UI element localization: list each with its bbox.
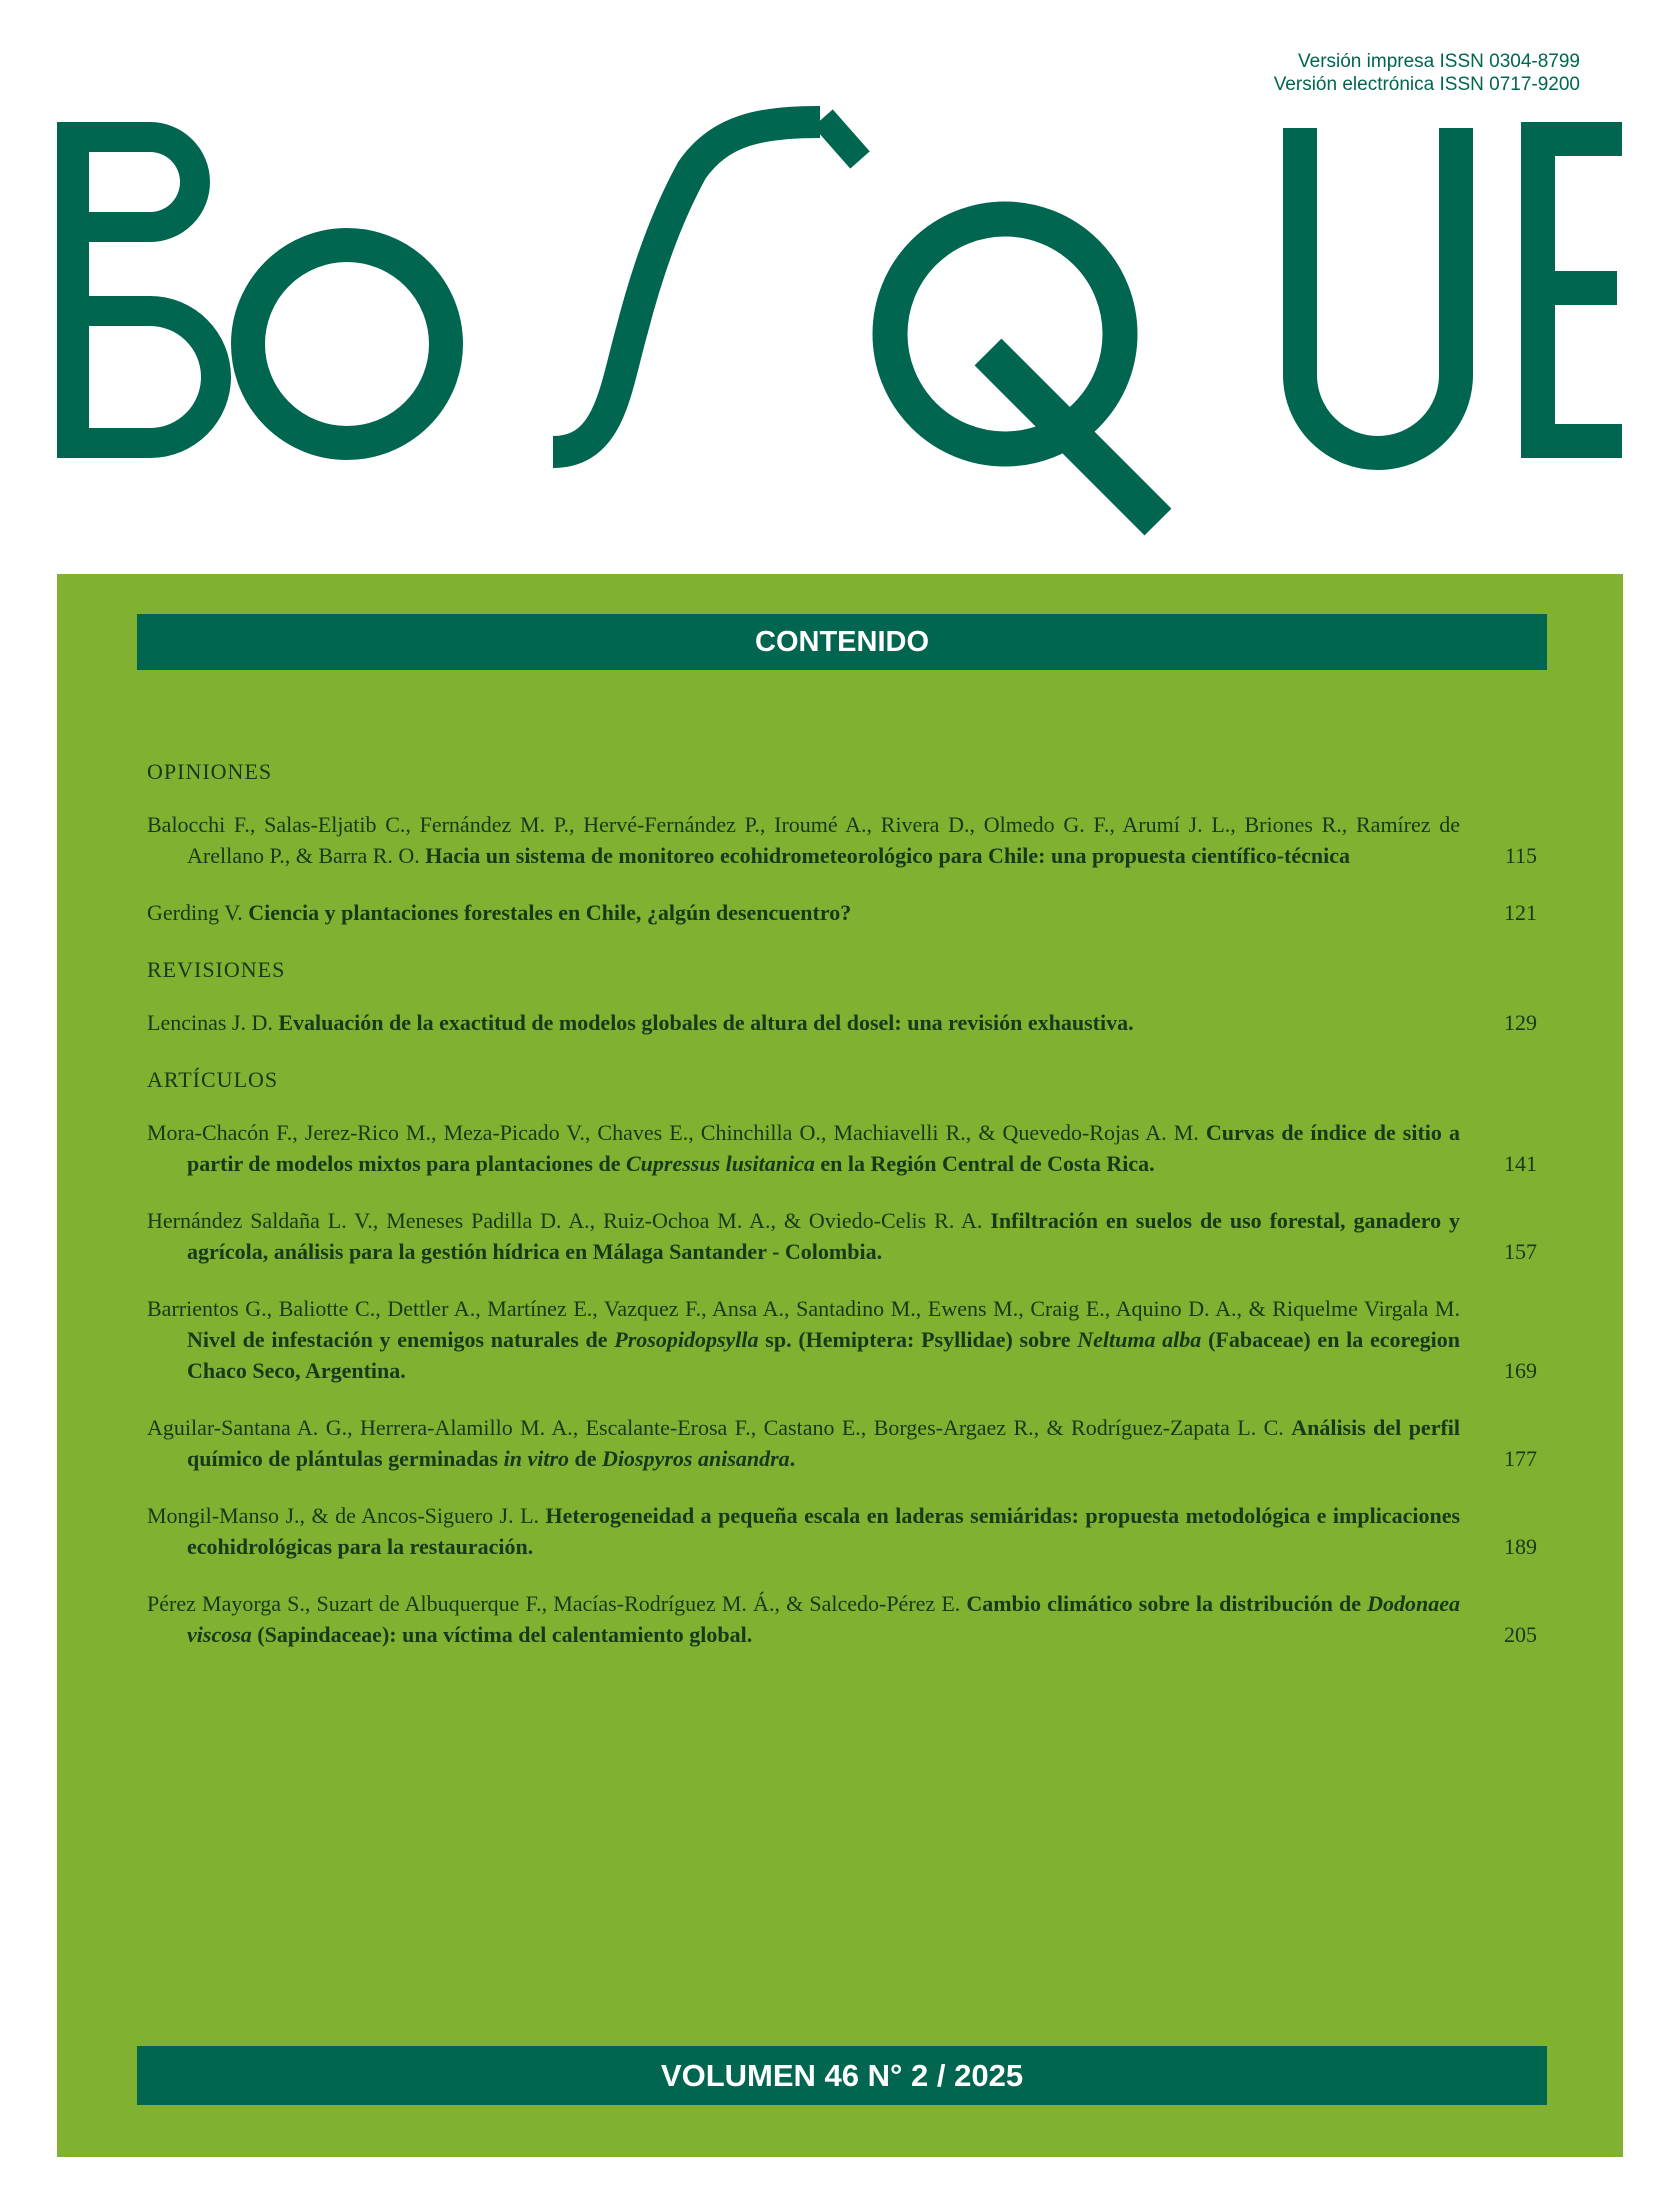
entry-title: Nivel de infestación y enemigos naturales de Prosopidopsylla sp. (Hemiptera: Psyllidae) sobre Neltuma alba (Fabaceae) en la ecoregion Chaco Seco, Argentina. bbox=[187, 1327, 1461, 1383]
entry-page: 205 bbox=[1504, 1622, 1537, 1647]
entry-authors: Pérez Mayorga S., Suzart de Albuquerque F., Macías-Rodríguez M. Á., & Salcedo-Pérez E. bbox=[147, 1591, 961, 1616]
issn-electronic: Versión electrónica ISSN 0717-9200 bbox=[1273, 74, 1580, 95]
section-heading-opiniones: OPINIONES bbox=[147, 759, 273, 784]
toc-entry[interactable] bbox=[147, 1117, 1537, 1179]
toc-entry[interactable] bbox=[147, 1205, 1537, 1267]
entry-authors: Hernández Saldaña L. V., Meneses Padilla D. A., Ruiz-Ochoa M. A., & Oviedo-Celis R. A. bbox=[147, 1208, 983, 1233]
entry-page: 121 bbox=[1504, 900, 1537, 925]
species-name: Diospyros anisandra bbox=[602, 1446, 790, 1471]
entry-page: 189 bbox=[1504, 1534, 1537, 1559]
entry-page: 115 bbox=[1504, 843, 1537, 868]
entry-title: Ciencia y plantaciones forestales en Chile, ¿algún desencuentro? bbox=[248, 900, 852, 925]
section-heading-revisiones: REVISIONES bbox=[147, 957, 286, 982]
entry-title: Infiltración en suelos de uso forestal, ganadero y agrícola, análisis para la gestión hídrica en Málaga Santander - Colombia. bbox=[187, 1208, 1461, 1264]
toc-entry[interactable] bbox=[147, 809, 1537, 871]
entry-authors: Barrientos G., Baliotte C., Dettler A., Martínez E., Vazquez F., Ansa A., Santadino M., Ewens M., Craig E., Aquino D. A., & Riquelme Virgala M. bbox=[147, 1296, 1460, 1321]
entry-authors: Gerding V. bbox=[147, 900, 243, 925]
entry-authors: Balocchi F., Salas-Eljatib C., Fernández M. P., Hervé-Fernández P., Iroumé A., Rivera D., Olmedo G. F., Arumí J. L., Briones R., Ramírez de Arellano P., & Barra R. O. bbox=[147, 812, 1460, 868]
issn-print: Versión impresa ISSN 0304-8799 bbox=[1298, 51, 1580, 72]
toc-entry[interactable] bbox=[147, 1412, 1537, 1474]
species-name: Neltuma alba bbox=[1077, 1327, 1202, 1352]
entry-title: Evaluación de la exactitud de modelos globales de altura del dosel: una revisión exhaustiva. bbox=[278, 1010, 1134, 1035]
volume-banner: VOLUMEN 46 N° 2 / 2025 bbox=[137, 2046, 1547, 2105]
entry-page: 177 bbox=[1504, 1446, 1537, 1471]
entry-page: 141 bbox=[1504, 1151, 1537, 1176]
entry-authors: Aguilar-Santana A. G., Herrera-Alamillo M. A., Escalante-Erosa F., Castano E., Borges-Argaez R., & Rodríguez-Zapata L. C. bbox=[147, 1415, 1284, 1440]
entry-page: 129 bbox=[1504, 1010, 1537, 1035]
species-name: Dodonaea viscosa bbox=[187, 1591, 1461, 1647]
contents-heading: CONTENIDO bbox=[137, 614, 1547, 670]
entry-page: 169 bbox=[1504, 1358, 1537, 1383]
species-name: Cupressus lusitanica bbox=[625, 1151, 815, 1176]
toc-entry[interactable] bbox=[147, 1007, 1537, 1038]
entry-authors: Mora-Chacón F., Jerez-Rico M., Meza-Picado V., Chaves E., Chinchilla O., Machiavelli R., & Quevedo-Rojas A. M. bbox=[147, 1120, 1199, 1145]
entry-title: Curvas de índice de sitio a partir de modelos mixtos para plantaciones de Cupressus lusitanica en la Región Central de Costa Rica. bbox=[187, 1120, 1460, 1176]
toc-entry[interactable] bbox=[147, 1588, 1537, 1650]
entry-title: Cambio climático sobre la distribución de Dodonaea viscosa (Sapindaceae): una víctima del calentamiento global. bbox=[187, 1591, 1461, 1647]
section-heading-articulos: ARTÍCULOS bbox=[147, 1067, 279, 1092]
bosque-logo bbox=[0, 0, 1678, 560]
entry-page: 157 bbox=[1504, 1239, 1537, 1264]
entry-authors: Mongil-Manso J., & de Ancos-Siguero J. L. bbox=[147, 1503, 540, 1528]
species-name: in vitro bbox=[503, 1446, 570, 1471]
species-name: Prosopidopsylla bbox=[614, 1327, 759, 1352]
entry-title: Análisis del perfil químico de plántulas germinadas in vitro de Diospyros anisandra. bbox=[187, 1415, 1461, 1471]
entry-title: Heterogeneidad a pequeña escala en laderas semiáridas: propuesta metodológica e implicaciones ecohidrológicas para la restauración. bbox=[187, 1503, 1461, 1559]
toc-entry[interactable] bbox=[147, 1500, 1537, 1562]
toc-entry[interactable] bbox=[147, 1293, 1537, 1386]
entry-title: Hacia un sistema de monitoreo ecohidrometeorológico para Chile: una propuesta científico-técnica bbox=[425, 843, 1351, 868]
toc-entry[interactable] bbox=[147, 897, 1537, 928]
entry-authors: Lencinas J. D. bbox=[147, 1010, 273, 1035]
table-of-contents bbox=[147, 756, 1537, 1676]
